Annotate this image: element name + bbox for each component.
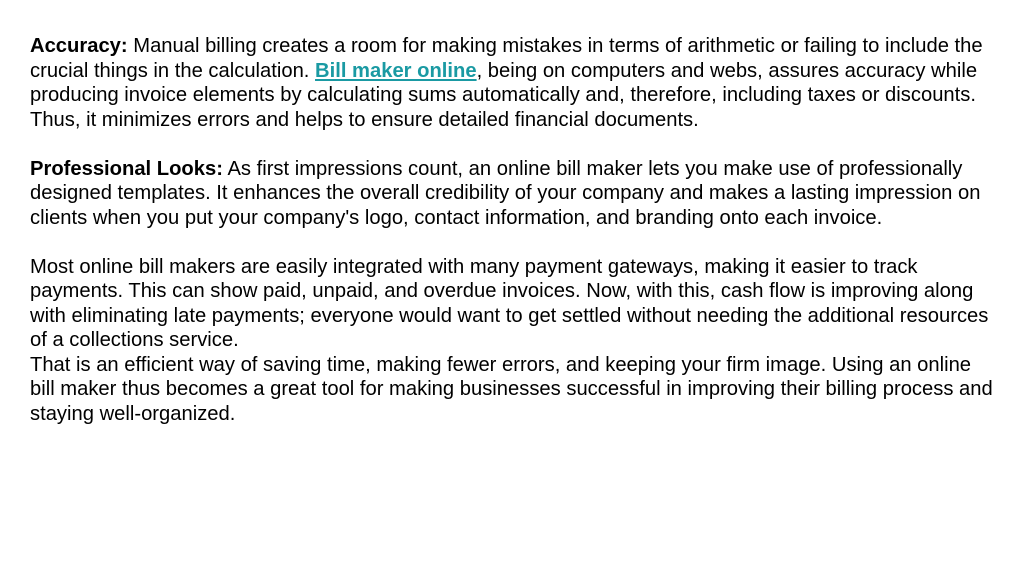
professional-looks-text: As first impressions count, an online bill maker lets you make use of professionally designed templates. It enhances the overall credibility of your company and makes a lasting impression on clients when you put your company's logo, contact information, and branding onto each invoice. [30, 157, 981, 229]
accuracy-text-before: Manual billing creates a room for making mistakes in terms of arithmetic or failing to include the crucial things in the calculation. [30, 35, 983, 82]
conclusion-paragraph: That is an efficient way of saving time, making fewer errors, and keeping your firm image. Using an online bill maker thus becomes a great tool for making businesses successful in improving their billing process and staying well-organized. [30, 353, 993, 425]
bill-maker-online-link[interactable]: Bill maker online [315, 59, 477, 82]
accuracy-paragraph [30, 34, 1000, 132]
document-body [30, 34, 1000, 426]
payments-paragraph: Most online bill makers are easily integrated with many payment gateways, making it easier to track payments. This can show paid, unpaid, and overdue invoices. Now, with this, cash flow is improving along with eliminating late payments; everyone would want to get settled without needing the additional resources of a collections service. [30, 255, 989, 351]
paragraph-spacer [30, 230, 1000, 255]
accuracy-heading: Accuracy: [30, 35, 128, 57]
accuracy-text-after: , being on computers and webs, assures accuracy while producing invoice elements by calculating sums automatically and, therefore, including taxes or discounts. Thus, it minimizes errors and helps to ensure detailed financial documents. [30, 59, 978, 131]
professional-looks-heading: Professional Looks: [30, 157, 223, 180]
paragraph-spacer [30, 132, 1000, 157]
professional-looks-paragraph [30, 157, 1000, 231]
